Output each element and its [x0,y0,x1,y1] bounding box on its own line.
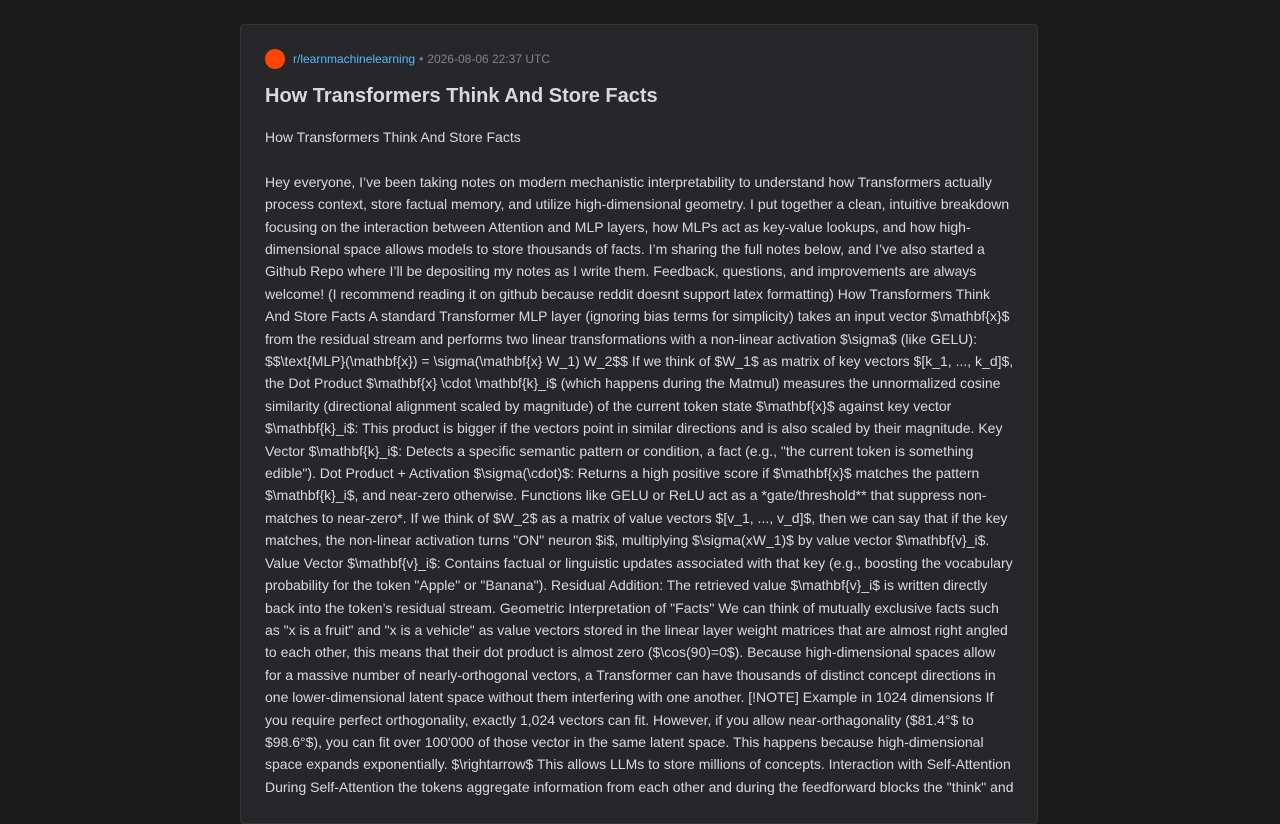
subreddit-link[interactable]: r/learnmachinelearning [293,52,416,66]
post-body-heading: How Transformers Think And Store Facts [265,129,521,145]
post-timestamp: 2026-08-06 22:37 UTC [427,52,551,66]
subreddit-avatar-icon[interactable] [265,49,285,69]
post-card [240,24,1038,824]
meta-separator: • [419,52,424,66]
post-title[interactable]: How Transformers Think And Store Facts [265,85,658,107]
post-body [265,126,1015,798]
post-meta [265,49,1013,69]
post-body-text: Hey everyone, I’ve been taking notes on modern mechanistic interpretability to understand how Transformers actually process context, store factual memory, and utilize high-dimensional geometry. I put together a clean, intuitive breakdown focusing on the interaction between Attention and MLP layers, how MLPs act as key-value lookups, and how high-dimensional space allows models to store thousands of facts. I’m sharing the full notes below, and I’ve also started a Github Repo where I’ll be depositing my notes as I write them. Feedback, questions, and improvements are always welcome! (I recommend reading it on github because reddit doesnt support latex formatting) How Transformers Think And Store Facts A standard Transformer MLP layer (ignoring bias terms for simplicity) takes an input vector $\mathbf{x}$ from the residual stream and performs two linear transformations with a non-linear activation $\sigma$ (like GELU): $$\text{MLP}(\mathbf{x}) = \sigma(\mathbf{x} W_1) W_2$$ If we think of $W_1$ as matrix of key vectors $[k_1, ..., k_d]$, the Dot Product $\mathbf{x} \cdot \mathbf{k}_i$ (which happens during the Matmul) measures the unnormalized cosine similarity (directional alignment scaled by magnitude) of the current token state $\mathbf{x}$ against key vector $\mathbf{k}_i$: This product is bigger if the vectors point in similar directions and is also scaled by their magnitude. Key Vector $\mathbf{k}_i$: Detects a specific semantic pattern or condition, a fact (e.g., "the current token is something edible"). Dot Product + Activation $\sigma(\cdot)$: Returns a high positive score if $\mathbf{x}$ matches the pattern $\mathbf{k}_i$, and near-zero otherwise. Functions like GELU or ReLU act as a *gate/threshold** that suppress non-matches to near-zero*. If we think of $W_2$ as a matrix of value vectors $[v_1, ..., v_d]$, then we can say that if the key matches, the non-linear activation turns "ON" neuron $i$, multiplying $\sigma(xW_1)$ by value vector $\mathbf{v}_i$. Value Vector $\mathbf{v}_i$: Contains factual or linguistic updates associated with that key (e.g., boosting the vocabulary probability for the token "Apple" or "Banana"). Residual Addition: The retrieved value $\mathbf{v}_i$ is written directly back into the token’s residual stream. Geometric Interpretation of "Facts" We can think of mutually exclusive facts such as "x is a fruit" and "x is a vehicle" as value vectors stored in the linear layer weight matrices that are almost right angled to each other, this means that their dot product is almost zero ($\cos(90)=0$). Because high-dimensional spaces allow for a massive number of nearly-orthogonal vectors, a Transformer can have thousands of distinct concept directions in one lower-dimensional latent space without them interfering with one another. [!NOTE] Example in 1024 dimensions If you require perfect orthogonality, exactly 1,024 vectors can fit. However, if you allow near-orthagonality ($81.4°$ to $98.6°$), you can fit over 100'000 of those vector in the same latent space. This happens because high-dimensional space expands exponentially. $\rightarrow$ This allows LLMs to store millions of concepts. Interaction with Self-Attention During Self-Attention the tokens aggregate information from each other and during the feedforward blocks the "think" and [265,173,1014,795]
